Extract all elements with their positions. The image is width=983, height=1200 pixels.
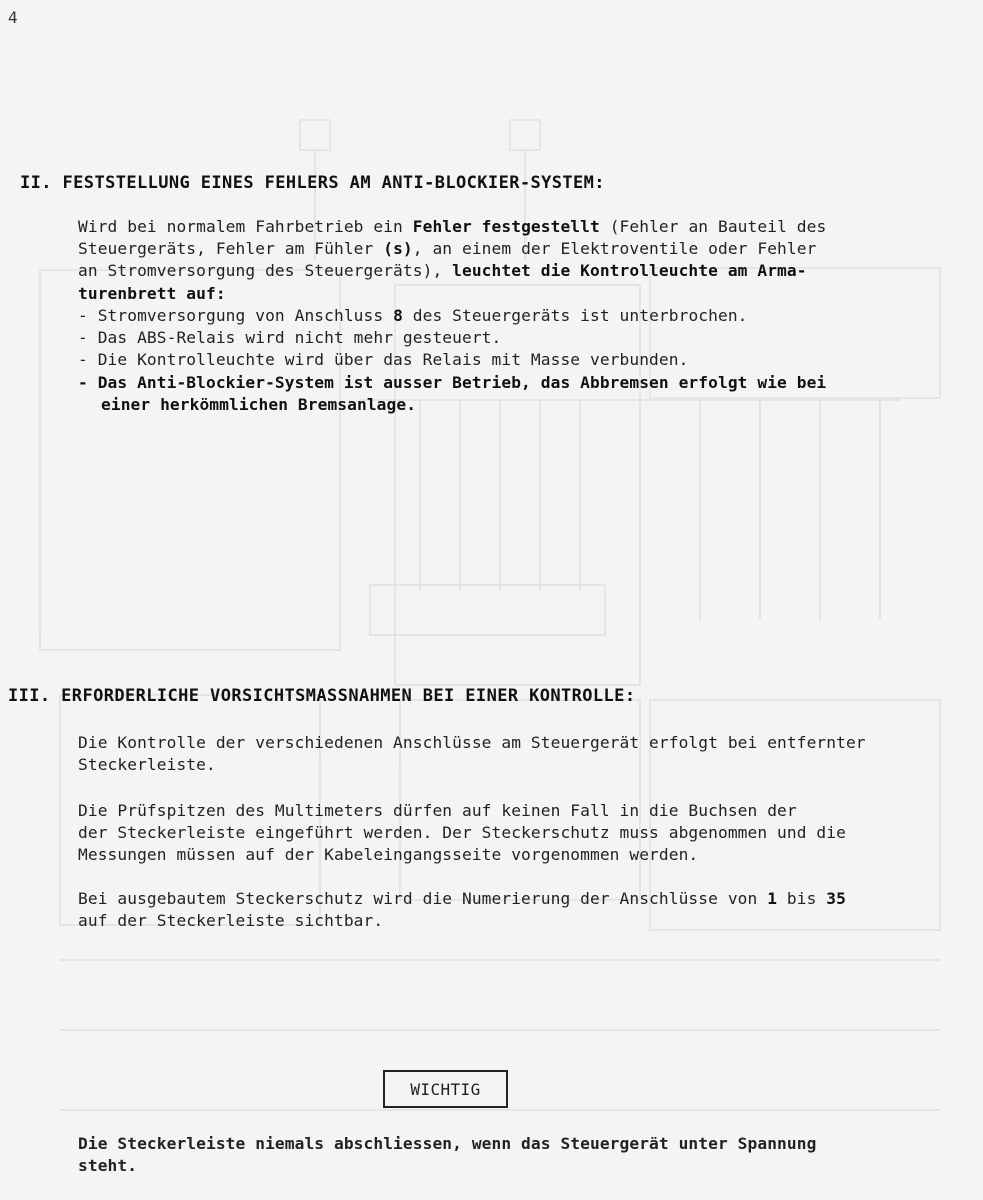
warning-label-box xyxy=(383,1070,508,1108)
list-item: - Stromversorgung von Anschluss 8 des Steuergeräts ist unterbrochen. xyxy=(78,306,748,325)
list-item: - Das Anti-Blockier-System ist ausser Betrieb, das Abbremsen erfolgt wie bei einer herkömmlichen Bremsanlage. xyxy=(78,372,827,414)
warning-label: WICHTIG xyxy=(410,1079,481,1099)
section-heading-fault-detection: II. FESTSTELLUNG EINES FEHLERS AM ANTI-BLOCKIER-SYSTEM: xyxy=(20,173,605,193)
consequence-list xyxy=(78,305,826,416)
page-number: 4 xyxy=(8,8,18,27)
fault-detection-intro xyxy=(78,216,826,305)
intro-line-2: Steuergeräts, Fehler am Fühler (s), an einem der Elektroventile oder Fehler xyxy=(78,239,817,259)
intro-line-1: Wird bei normalem Fahrbetrieb ein Fehler festgestellt (Fehler an Bauteil des xyxy=(78,217,827,236)
intro-line-3: an Stromversorgung des Steuergeräts), leuchtet die Kontrolleuchte am Arma- xyxy=(78,261,807,281)
precaution-paragraph-1: Die Kontrolle der verschiedenen Anschlüsse am Steuergerät erfolgt bei entfernter Steckerleiste. xyxy=(78,733,866,775)
precaution-paragraph-3: Bei ausgebautem Steckerschutz wird die Numerierung der Anschlüsse von 1 bis 35 auf der Steckerleiste sichtbar. xyxy=(78,889,846,931)
list-item: - Das ABS-Relais wird nicht mehr gesteuert. xyxy=(78,328,502,348)
warning-text: Die Steckerleiste niemals abschliessen, wenn das Steuergerät unter Spannung steht. xyxy=(78,1134,817,1176)
intro-line-4: turenbrett auf: xyxy=(78,283,226,303)
list-item: - Die Kontrolleuchte wird über das Relais mit Masse verbunden. xyxy=(78,350,689,370)
section-heading-precautions: III. ERFORDERLICHE VORSICHTSMASSNAHMEN BEI EINER KONTROLLE: xyxy=(8,686,636,706)
precaution-paragraph-2: Die Prüfspitzen des Multimeters dürfen auf keinen Fall in die Buchsen der der Steckerleiste eingeführt werden. Der Steckerschutz muss abgenommen und die Messungen müssen auf der Kabeleingangsseite vorgenommen werden. xyxy=(78,801,846,865)
